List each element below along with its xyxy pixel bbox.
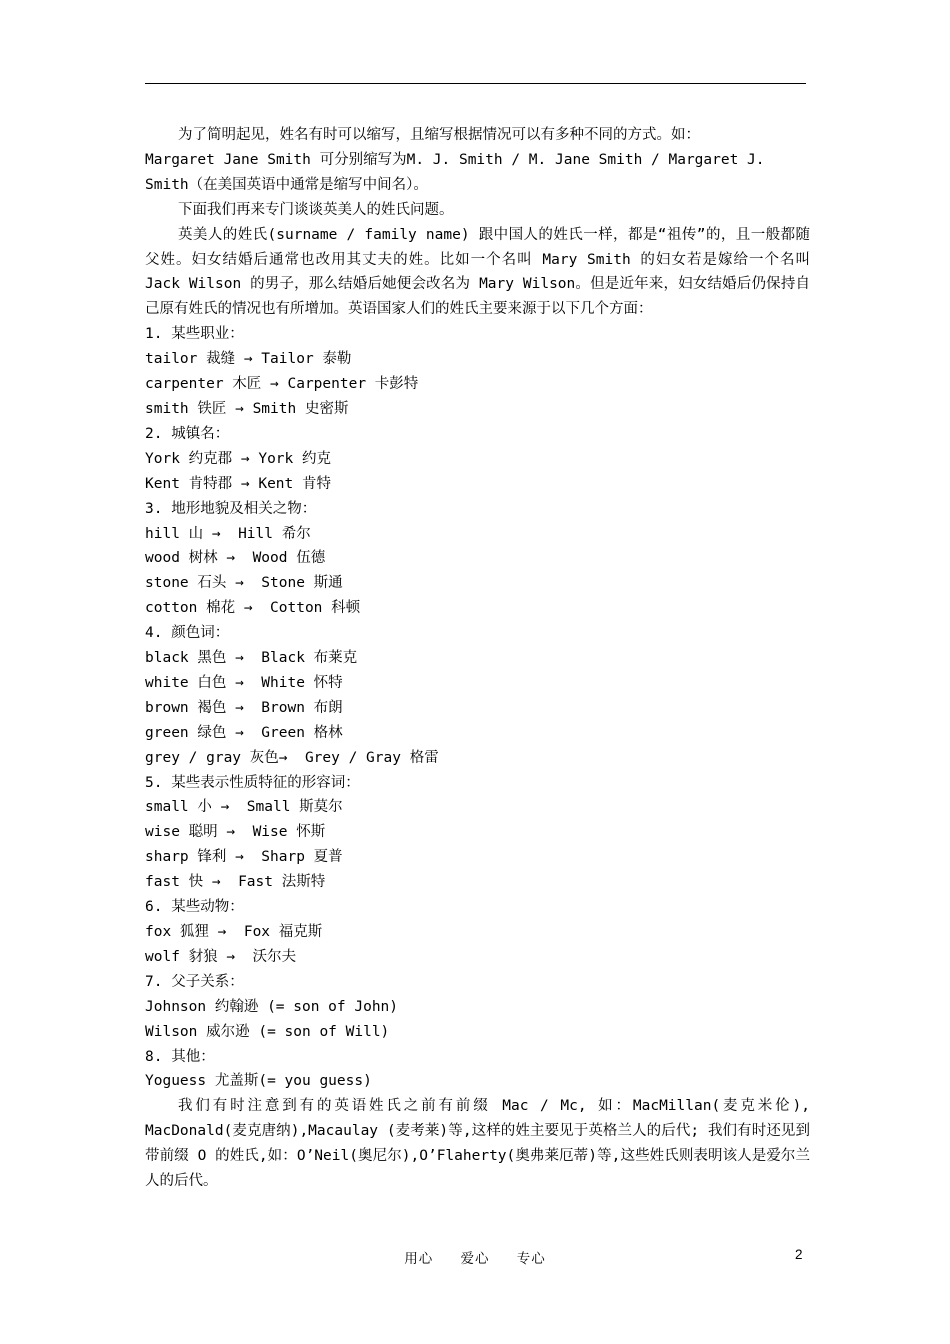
- list-item: Yoguess 尤盖斯(= you guess): [145, 1073, 372, 1090]
- list-item: 1. 某些职业：: [145, 326, 244, 343]
- list-item: wood 树林 → Wood 伍德: [145, 550, 326, 567]
- list-item: sharp 锋利 → Sharp 夏普: [145, 849, 343, 866]
- list-item: 6. 某些动物：: [145, 899, 244, 916]
- document-body: [145, 123, 810, 1194]
- list-item: 2. 城镇名：: [145, 425, 230, 442]
- list-item: 4. 颜色词：: [145, 625, 230, 642]
- list-item: wolf 豺狼 → 沃尔夫: [145, 948, 297, 965]
- header-rule: [145, 83, 806, 84]
- list-item: York 约克郡 → York 约克: [145, 450, 331, 467]
- list-item: small 小 → Small 斯莫尔: [145, 799, 343, 816]
- list-item: Johnson 约翰逊 (= son of John): [145, 998, 399, 1015]
- list-item: cotton 棉花 → Cotton 科顿: [145, 600, 361, 617]
- list-item: fast 快 → Fast 法斯特: [145, 874, 326, 891]
- paragraph-abbreviation-cont2: Smith（在美国英语中通常是缩写中间名）。: [145, 176, 428, 193]
- surname-source-list: [145, 322, 810, 1094]
- list-item: green 绿色 → Green 格林: [145, 724, 343, 741]
- list-item: 5. 某些表示性质特征的形容词：: [145, 774, 360, 791]
- footer-motto: 用心 爱心 专心: [404, 1251, 546, 1267]
- list-item: Kent 肯特郡 → Kent 肯特: [145, 475, 331, 492]
- paragraph-surname-origin: 英美人的姓氏(surname / family name) 跟中国人的姓氏一样，都是“祖传”的，且一般都随父姓。妇女结婚后通常也改用其丈夫的姓。比如一个名叫 Mary Smith 的妇女若是嫁给一个名叫 Jack Wilson 的男子，那么结婚后她便会改名为 Mary Wilson。但是近年来，妇女结婚后仍保持自己原有姓氏的情况也有所增加。英语国家人们的姓氏主要来源于以下几个方面：: [145, 226, 810, 318]
- list-item: 3. 地形地貌及相关之物：: [145, 500, 317, 517]
- list-item: hill 山 → Hill 希尔: [145, 525, 311, 542]
- list-item: black 黑色 → Black 布莱克: [145, 650, 358, 667]
- list-item: brown 褐色 → Brown 布朗: [145, 699, 343, 716]
- page-number: 2: [795, 1247, 803, 1262]
- list-item: smith 铁匠 → Smith 史密斯: [145, 400, 349, 417]
- list-item: carpenter 木匠 → Carpenter 卡彭特: [145, 376, 419, 393]
- paragraph-prefixes: 我们有时注意到有的英语姓氏之前有前缀 Mac / Mc, 如：MacMillan(麦克米伦), MacDonald(麦克唐纳),Macaulay (麦考莱)等,这样的姓主要见于英格兰人的后代; 我们有时还见到带前缀 O 的姓氏,如：O’Neil(奥尼尔),O’Flaherty(奥弗莱厄蒂)等,这些姓氏则表明该人是爱尔兰人的后代。: [145, 1098, 810, 1190]
- paragraph-abbreviation: 为了简明起见，姓名有时可以缩写，且缩写根据情况可以有多种不同的方式。如：: [178, 127, 700, 143]
- list-item: fox 狐狸 → Fox 福克斯: [145, 924, 323, 940]
- list-item: wise 聪明 → Wise 怀斯: [145, 824, 326, 841]
- list-item: stone 石头 → Stone 斯通: [145, 575, 343, 592]
- list-item: Wilson 威尔逊 (= son of Will): [145, 1023, 390, 1040]
- list-item: white 白色 → White 怀特: [145, 674, 343, 691]
- paragraph-surname-intro: 下面我们再来专门谈谈英美人的姓氏问题。: [178, 201, 454, 218]
- list-item: tailor 裁缝 → Tailor 泰勒: [145, 351, 352, 368]
- paragraph-abbreviation-cont: Margaret Jane Smith 可分别缩写为M. J. Smith / M. Jane Smith / Margaret J.: [145, 151, 765, 168]
- list-item: grey / gray 灰色→ Grey / Gray 格雷: [145, 749, 439, 766]
- list-item: 8. 其他：: [145, 1048, 215, 1065]
- list-item: 7. 父子关系：: [145, 973, 244, 990]
